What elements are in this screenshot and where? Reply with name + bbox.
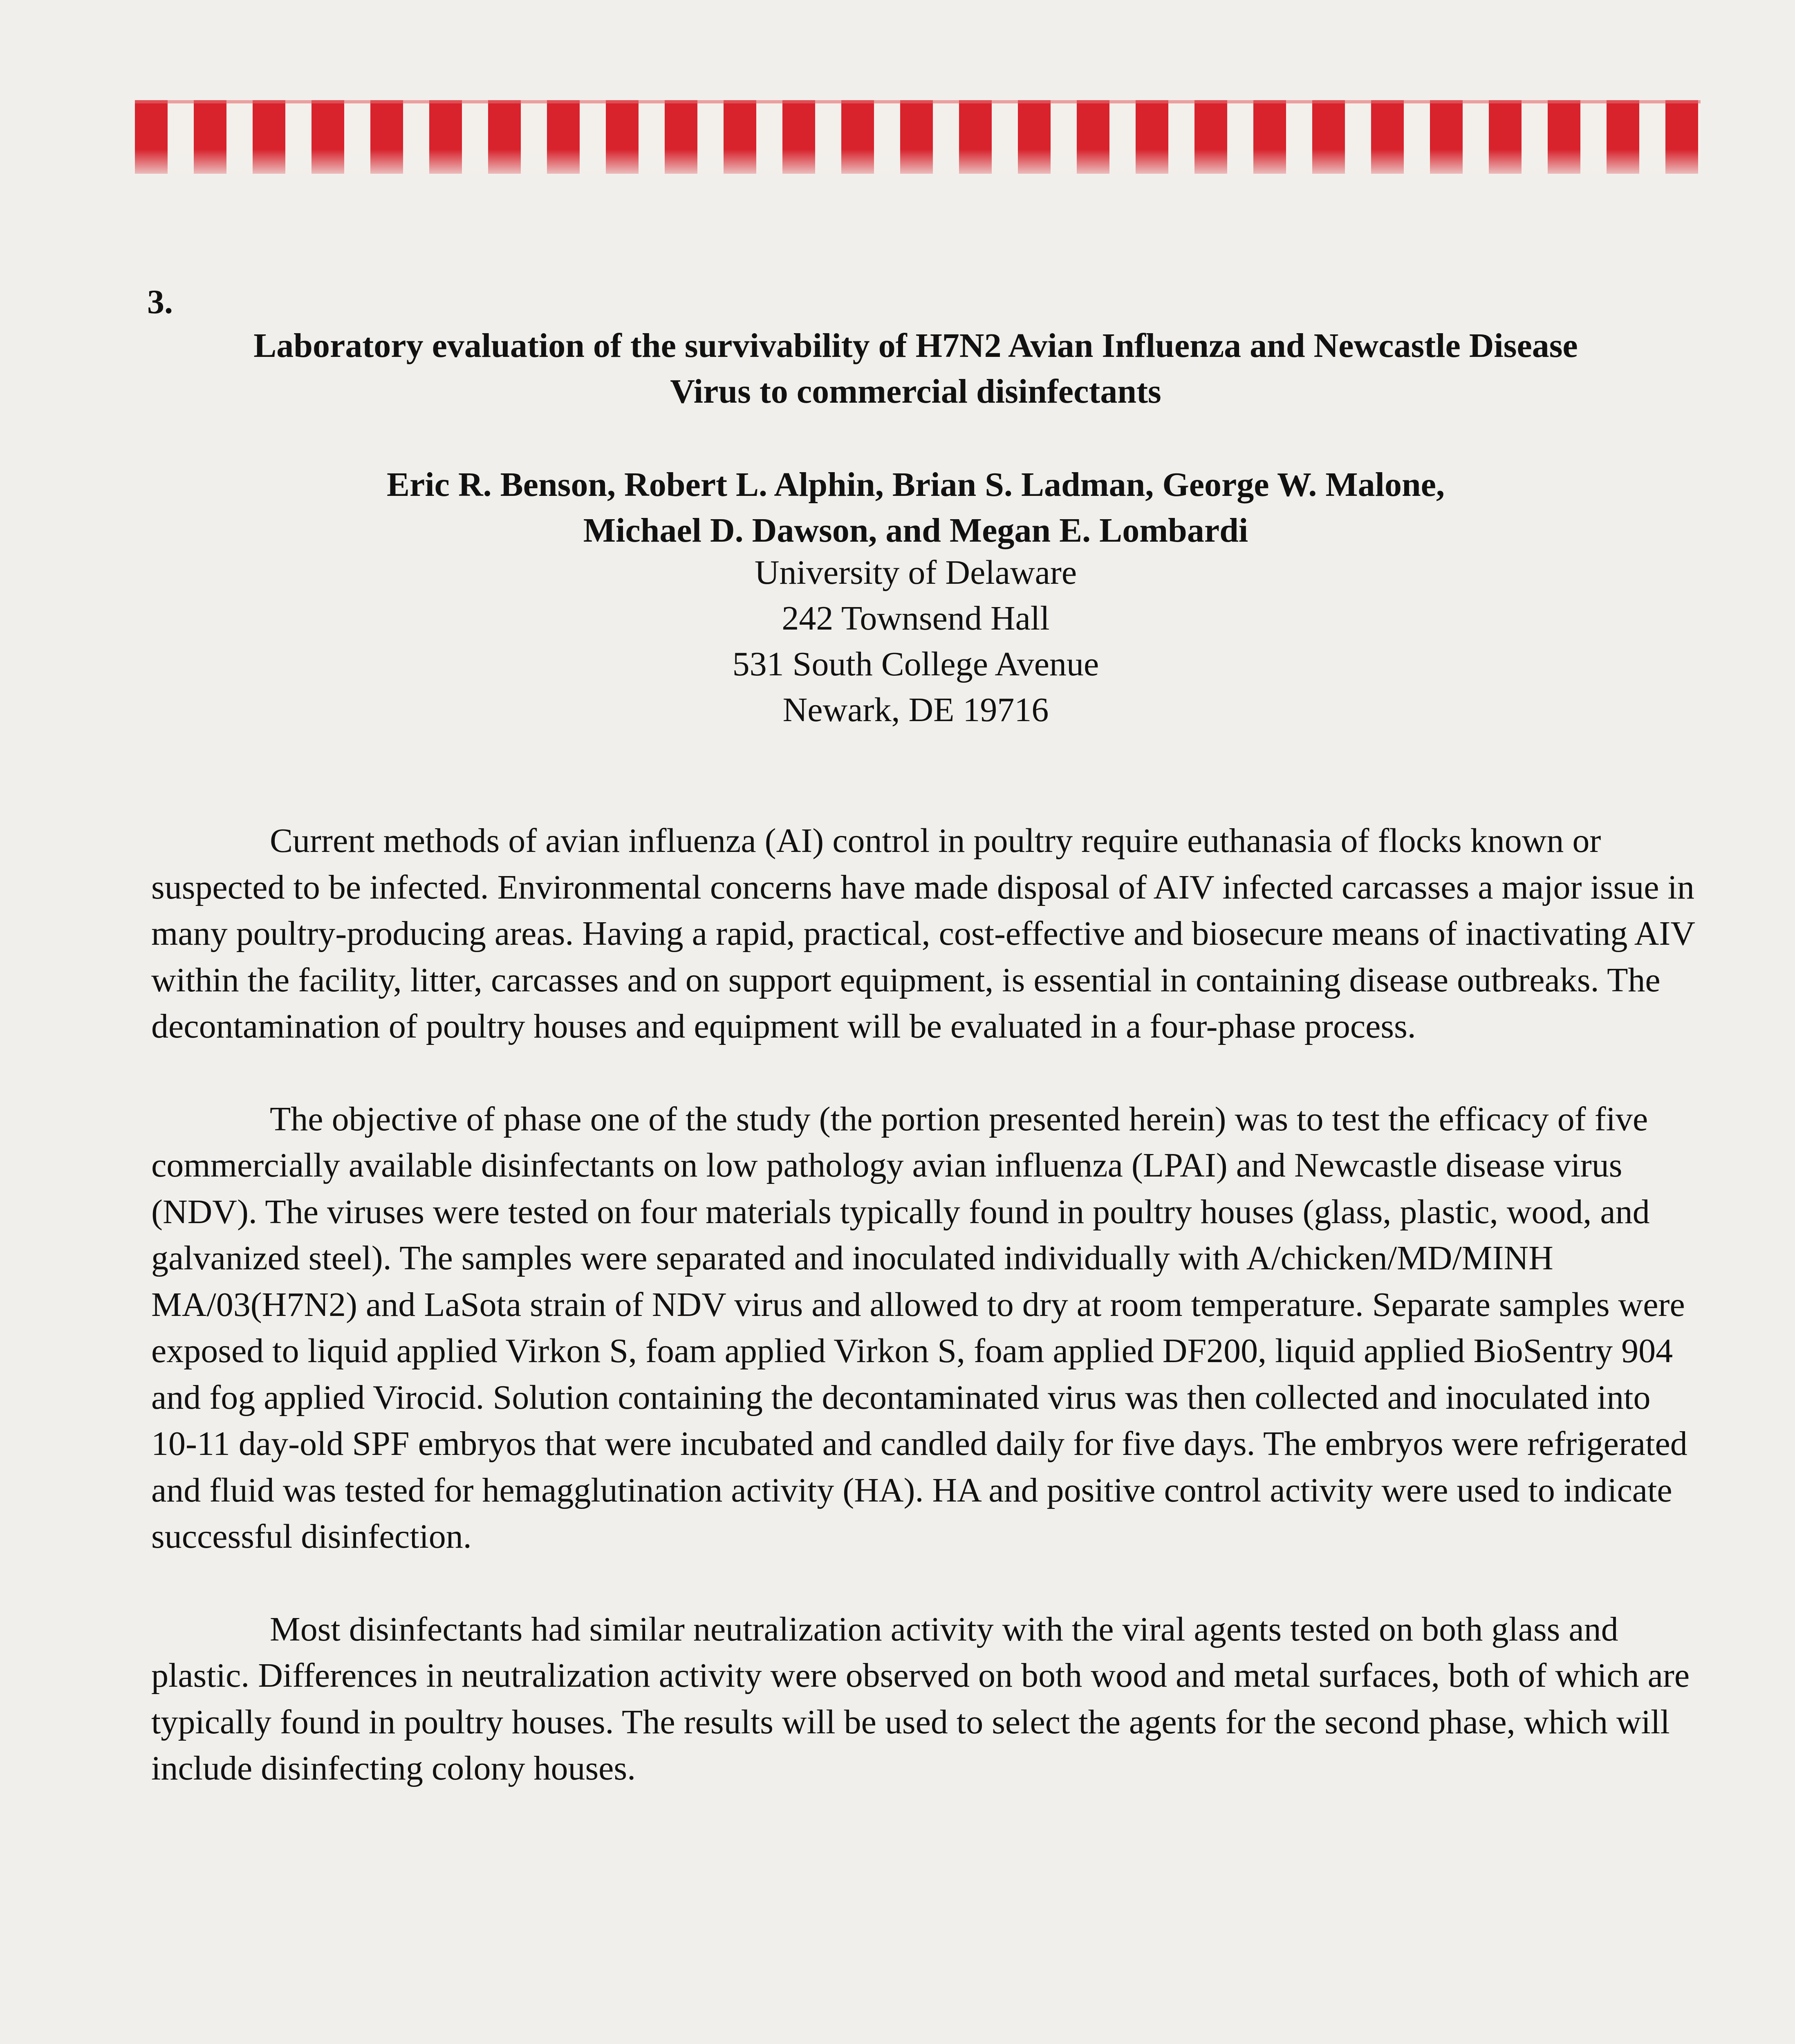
affiliation (123, 550, 1709, 733)
authors-line-2: Michael D. Dawson, and Megan E. Lombardi (583, 511, 1248, 549)
decorative-stripe-banner (135, 100, 1701, 174)
affiliation-institution: University of Delaware (754, 554, 1077, 592)
abstract-body (151, 818, 1696, 1838)
author-list (123, 462, 1709, 554)
paper-title (123, 323, 1709, 415)
affiliation-city: Newark, DE 19716 (782, 691, 1049, 729)
title-line-1: Laboratory evaluation of the survivability of H7N2 Avian Influenza and Newcastle Disease (253, 327, 1578, 365)
title-line-2: Virus to commercial disinfectants (670, 372, 1161, 410)
abstract-paragraph-2: The objective of phase one of the study (the portion presented herein) was to test the efficacy of five commercially available disinfectants on low pathology avian influenza (LPAI) and Newcastle disease virus (NDV). The viruses were tested on four materials typically found in poultry houses (glass, plastic, wood, and galvanized steel). The samples were separated and inoculated individually with A/chicken/MD/MINH MA/03(H7N2) and LaSota strain of NDV virus and allowed to dry at room temperature. Separate samples were exposed to liquid applied Virkon S, foam applied Virkon S, foam applied DF200, liquid applied BioSentry 904 and fog applied Virocid. Solution containing the decontaminated virus was then collected and inoculated into 10-11 day-old SPF embryos that were incubated and candled daily for five days. The embryos were refrigerated and fluid was tested for hemagglutination activity (HA). HA and positive control activity were used to indicate successful disinfection. (151, 1100, 1687, 1555)
authors-line-1: Eric R. Benson, Robert L. Alphin, Brian S. Ladman, George W. Malone, (387, 466, 1445, 504)
section-number: 3. (147, 283, 173, 321)
affiliation-building: 242 Townsend Hall (782, 599, 1050, 637)
affiliation-street: 531 South College Avenue (732, 645, 1099, 683)
abstract-paragraph-1: Current methods of avian influenza (AI) control in poultry require euthanasia of flocks known or suspected to be infected. Environmental concerns have made disposal of AIV infected carcasses a major issue in many poultry-producing areas. Having a rapid, practical, cost-effective and biosecure means of inactivating AIV within the facility, litter, carcasses and on support equipment, is essential in containing disease outbreaks. The decontamination of poultry houses and equipment will be evaluated in a four-phase process. (151, 822, 1695, 1045)
abstract-paragraph-3: Most disinfectants had similar neutralization activity with the viral agents tested on both glass and plastic. Differences in neutralization activity were observed on both wood and metal surfaces, both of which are typically found in poultry houses. The results will be used to select the agents for the second phase, which will include disinfecting colony houses. (151, 1610, 1690, 1787)
